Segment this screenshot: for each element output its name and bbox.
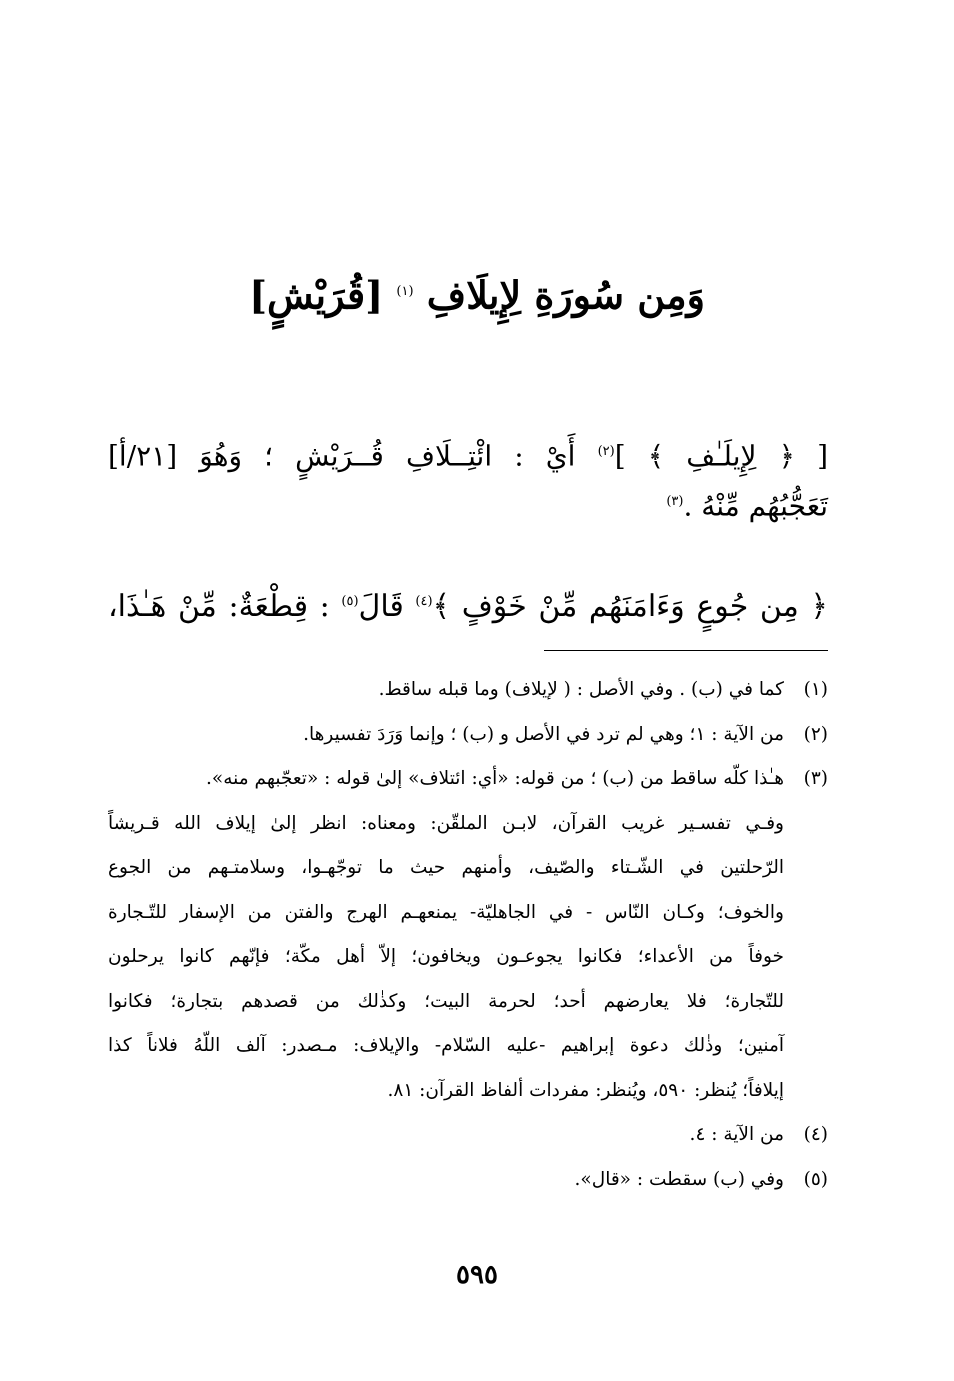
footnote-ref: (٥) — [341, 594, 359, 609]
footnote — [108, 1113, 828, 1158]
footnote-continuation: آمنين؛ وذٰلك دعوة إبراهيم -عليه السّلام- والإيلاف: مـصدر: آلف اللّهُ فلاناً كذا — [108, 1035, 784, 1056]
footnote — [108, 668, 828, 713]
text-line — [108, 430, 828, 478]
commentary-text: أَيْ : ائْتِــلَافِ قُــرَيْشٍ ؛ وَهُوَ [٢١/أ] — [108, 439, 576, 473]
text-line — [108, 480, 828, 528]
footnote-continuation: للتّجارة؛ فلا يعارضهم أحد؛ لحرمة البيت؛ وكذٰلك من قصدهم بتجارة؛ فكانوا — [108, 990, 784, 1012]
footnote-text: كما في (ب) . وفي الأصل : ( لإيلاف) وما قبله ساقط. — [378, 679, 784, 700]
footnote-continuation: والخوف؛ وكـان النّاس - في الجاهليّة- يمنعهـم الهرج والفتن من الإسفار للتّـجارة — [108, 901, 784, 923]
footnote-number: (٢) — [803, 723, 828, 745]
footnote-text: هـٰذا كلّه ساقط من (ب) ؛ من قوله: «أي: ائتلاف» إلىٰ قوله : «تعجّبهم منه». — [206, 768, 784, 789]
commentary-text: : قِطْعَةٌ: مِّنْ هَـٰذَا، — [108, 589, 330, 624]
surah-heading-bracket: [قُرَيْشٍ] — [249, 272, 384, 318]
footnote — [108, 1158, 828, 1203]
footnote-text: من الآية : ٤. — [689, 1124, 784, 1145]
footnote-ref: (٤) — [415, 594, 433, 609]
footnote-divider — [544, 650, 828, 651]
footnotes — [108, 668, 828, 1202]
footnote-number: (٣) — [803, 768, 828, 789]
surah-heading-text: وَمِن سُورَةِ لِإِيلَافِ — [426, 272, 705, 318]
footnote-continuation: إيلافاً؛ يُنظر: ٥٩٠، ويُنظر: مفردات ألفاظ القرآن: ٨١. — [387, 1079, 784, 1101]
commentary-text: تَعَجُّبُهُم مِّنْهُ . — [683, 489, 828, 523]
footnote-number: (٥) — [803, 1168, 828, 1190]
footnote — [108, 713, 828, 758]
text-line — [108, 580, 828, 629]
page-number: ٥٩٥ — [456, 1260, 498, 1290]
footnote-text: وفي (ب) سقطت : «قال». — [574, 1168, 784, 1190]
footnote-continuation: الرّحلتين في الشّـتاء والصّيف، وأمنهم حيث ما توجّهـوا، وسلامتـهم من الجوع — [108, 857, 784, 878]
footnote-number: (١) — [803, 679, 828, 700]
footnote — [108, 757, 828, 802]
quran-verse: [ ﴿ لِإِيلَـٰفِ ﴾ ] — [614, 439, 829, 473]
surah-heading — [0, 262, 954, 326]
footnote-ref: (٣) — [666, 494, 684, 509]
commentary-text: قَالَ — [358, 589, 404, 624]
footnote-ref: (١) — [396, 284, 414, 299]
footnote-text: من الآية : ١؛ وهي لم ترد في الأصل و (ب) ؛ وإنما وَرَدَ تفسيرها. — [303, 723, 784, 745]
footnote-continuation: خوفاً من الأعداء؛ فكانوا يجوعـون ويخافون؛ إلاّ أهل مكّة؛ فإنّهم كانوا يرحلون — [108, 946, 784, 967]
quran-verse: ﴿ مِن جُوعٍ وَءَامَنَهُم مِّنْ خَوْفٍ ﴾ — [432, 589, 828, 624]
footnote-number: (٤) — [803, 1124, 828, 1145]
footnote-continuation: وفـي تفسـير غريب القرآن، لابـن الملقّن: ومعناه: انظر إلىٰ إيلاف الله قـريشاً — [108, 812, 784, 834]
footnote-ref: (٢) — [597, 444, 615, 459]
